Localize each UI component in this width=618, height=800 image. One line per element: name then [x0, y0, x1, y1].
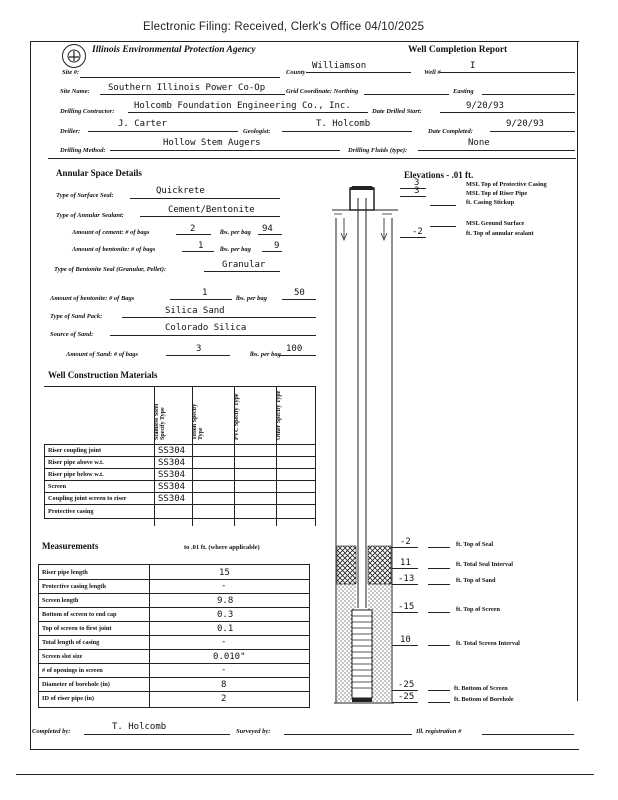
annular-sealant-value: Cement/Bentonite — [168, 205, 255, 215]
date-completed: 9/20/93 — [506, 119, 544, 129]
bentonite-seal-value: Granular — [222, 260, 266, 270]
measurements-title: Measurements — [42, 541, 99, 551]
materials-table: Stainless Steel Specify Type Teflon Specify Type PVC Specify Type Other Specify Type Riser coupling joint SS304 Riser pipe above w.t. SS304 Riser pipe below w.t. SS304 Screen SS304 Coupling joint screen to riser SS304 Protective casing — [44, 386, 316, 526]
filing-stamp: Electronic Filing: Received, Clerk's Office 04/10/2025 — [143, 21, 425, 33]
date-started: 9/20/93 — [466, 101, 504, 111]
agency-name: Illinois Environmental Protection Agency — [92, 45, 256, 55]
epa-seal-icon — [62, 44, 86, 68]
completed-by-value: T. Holcomb — [112, 722, 167, 732]
bentonite-lbs: 9 — [274, 241, 280, 251]
sand-source-value: Colorado Silica — [165, 323, 247, 333]
bentonite-bags: 1 — [198, 241, 204, 251]
materials-title: Well Construction Materials — [48, 370, 158, 380]
bottom-rule — [16, 774, 594, 775]
surface-seal-value: Quickrete — [156, 186, 205, 196]
driller-value: J. Carter — [118, 119, 167, 129]
drilling-method-value: Hollow Stem Augers — [163, 138, 261, 148]
well-diagram — [330, 178, 400, 720]
sand-pack-value: Silica Sand — [165, 306, 225, 316]
annular-title: Annular Space Details — [56, 168, 142, 178]
geologist-value: T. Holcomb — [316, 119, 371, 129]
report-title: Well Completion Report — [408, 45, 508, 55]
site-name-value: Southern Illinois Power Co-Op — [108, 83, 266, 93]
amount-bentonite-lbs: 50 — [294, 288, 305, 298]
sand-lbs: 100 — [286, 344, 303, 354]
well-number: I — [470, 61, 476, 71]
contractor-value: Holcomb Foundation Engineering Co., Inc. — [134, 101, 351, 111]
amount-bentonite-bags: 1 — [202, 288, 208, 298]
cement-bags: 2 — [190, 224, 196, 234]
sand-bags: 3 — [196, 344, 202, 354]
elevations-title: Elevations - .01 ft. — [404, 170, 474, 180]
cement-lbs: 94 — [262, 224, 273, 234]
county-value: Williamson — [312, 61, 367, 71]
measurements-table: Riser pipe length 15 Protective casing length - Screen length 9.8 Bottom of screen to end cap 0.3 Top of screen to first joint 0.1 Total length of casing - Screen slot size 0.010" # of openings in screen - Diameter of borehole (in) 8 ID of riser pipe (in) 2 — [38, 564, 310, 708]
drilling-fluids-value: None — [468, 138, 490, 148]
